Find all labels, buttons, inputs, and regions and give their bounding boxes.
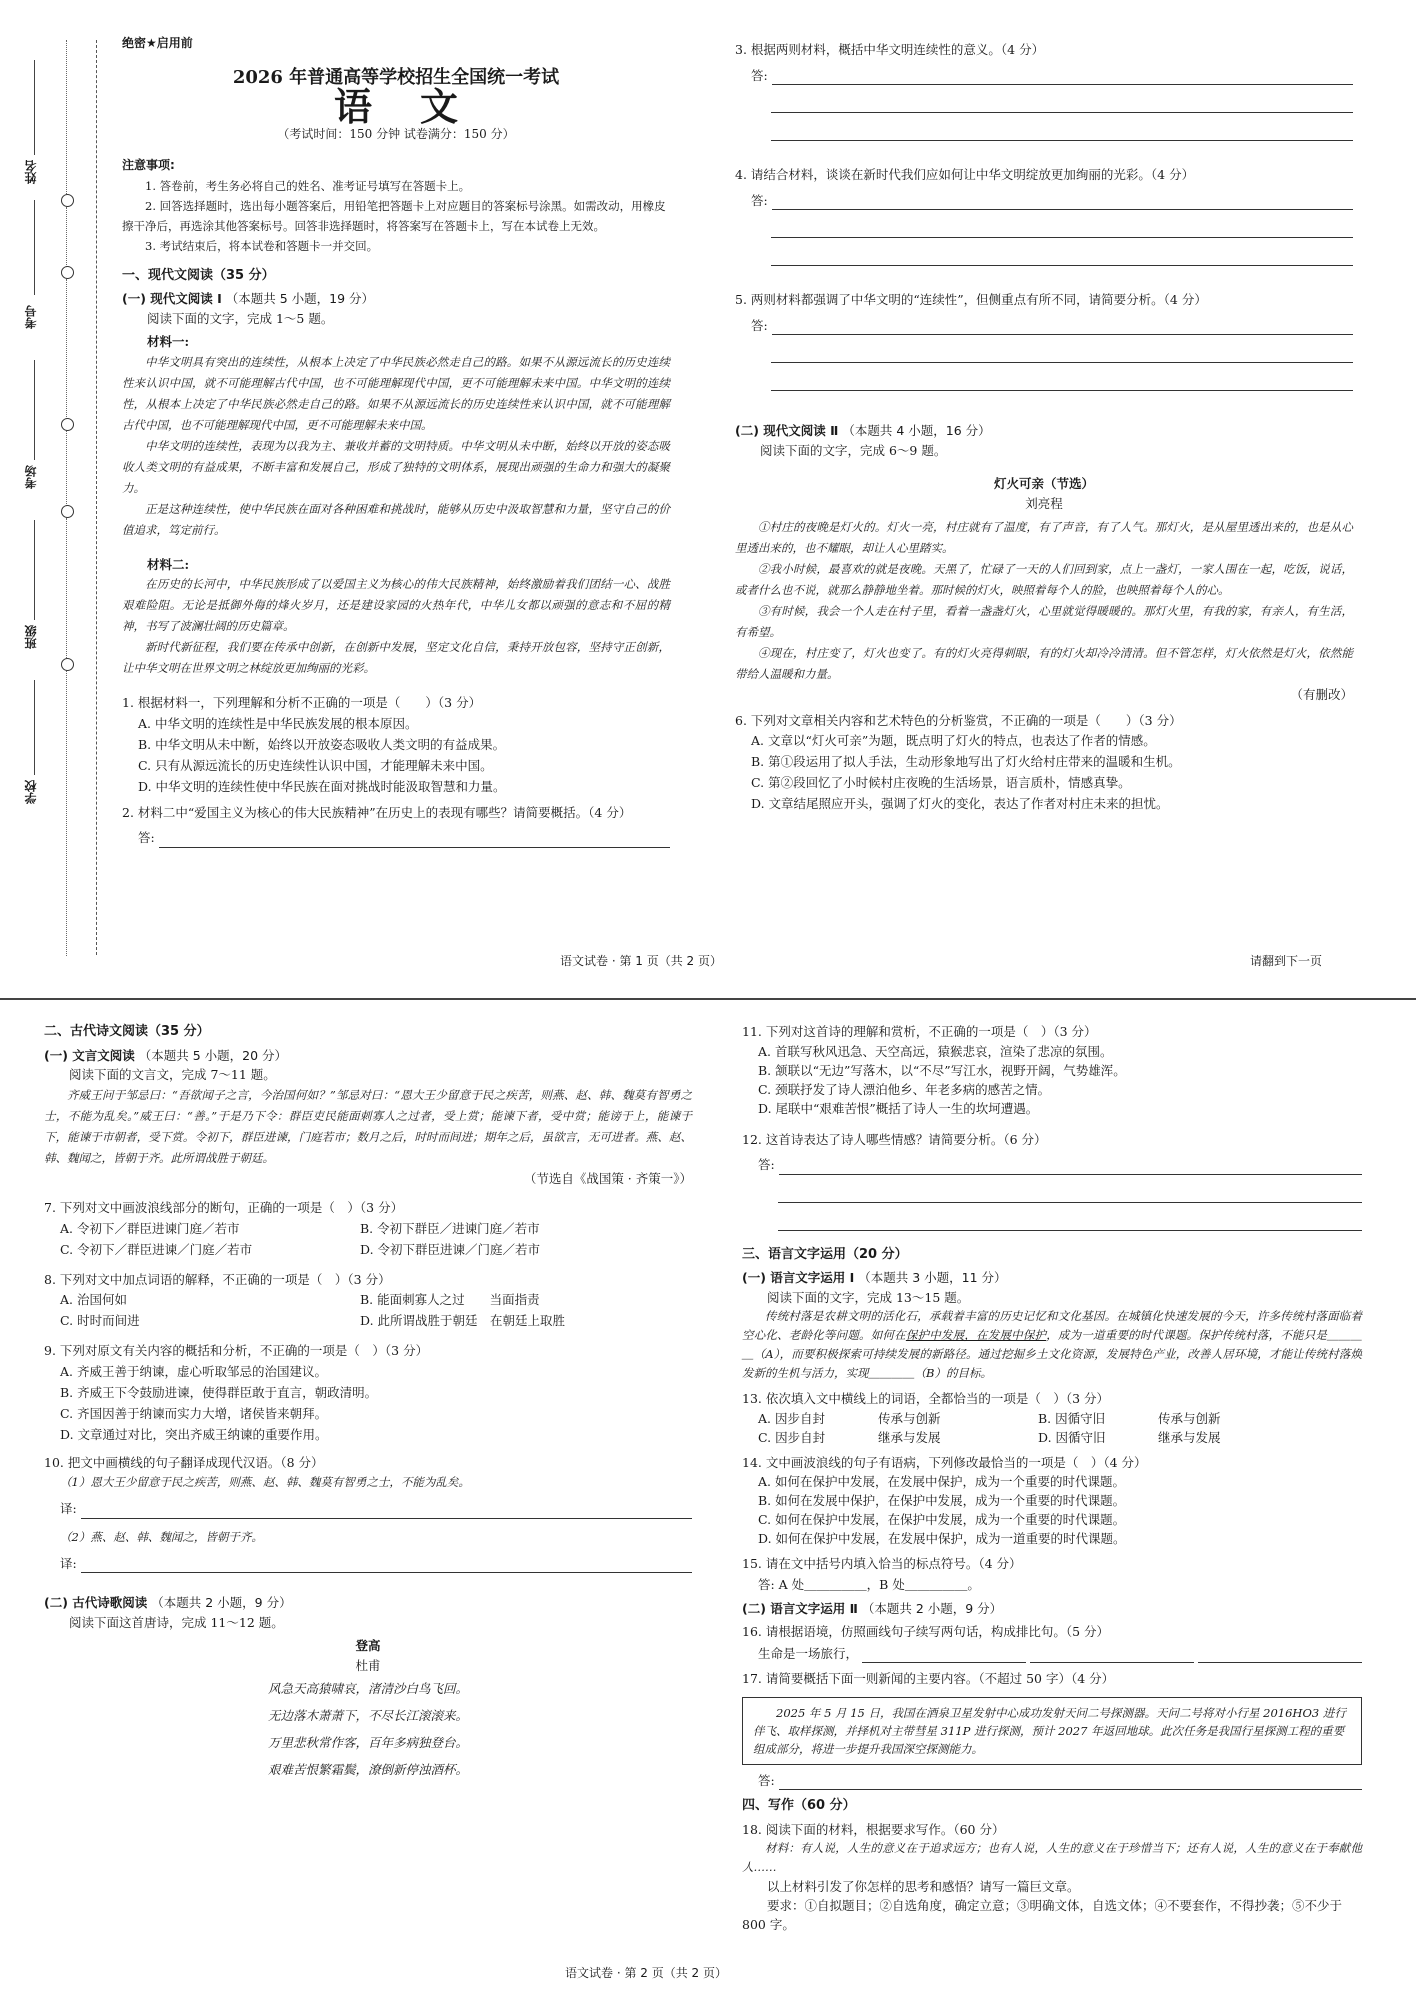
subsection-label: (一) 语言文字运用 Ⅰ [742, 1270, 855, 1285]
binding-label-name: 姓名 [24, 160, 38, 184]
writing-requirements: 要求：①自拟题目；②自选角度，确定立意；③明确文体，自选文体；④不要套作，不得抄袭；⑤不少于 800 字。 [742, 1898, 1343, 1932]
binding-label-class: 班级 [24, 625, 38, 649]
question-14: 14. 文中画波浪线的句子有语病，下列修改最恰当的一项是（ ）（4 分） [742, 1454, 1147, 1470]
exam-info: （考试时间：150 分钟 试卷满分：150 分） [277, 126, 515, 141]
option-b-word1[interactable]: B. 因循守旧 [1038, 1410, 1106, 1426]
notice-item: 1. 答卷前，考生务必将自己的姓名、准考证号填写在答题卡上。 [145, 178, 471, 193]
translate-sentence-2: （2）燕、赵、韩、魏闻之，皆朝于齐。 [60, 1529, 263, 1544]
classical-text: 齐威王问于邹忌曰：“吾欲闻子之言，今治国何如？”邹忌对曰：“恩大王少留意于民之疾苦，则燕、赵、韩、魏莫有智勇之士，不能为乱矣。”威王曰：“善。”于是乃下令：群臣吏民能面刺寡人之过者，受上赏；能谏下者，受中赏；能谤于上，能谏于下，能谏于市朝者，受下赏。令初下，群臣进谏，门庭若市；数月之后，时时而间进；期年之后，虽欲言，无可进者。燕、赵、韩、魏闻之，皆朝于齐。此所谓战胜于朝廷。 [44, 1087, 692, 1165]
story-title: 灯火可亲（节选） [993, 476, 1094, 491]
question-13: 13. 依次填入文中横线上的词语，全都恰当的一项是（ ）（3 分） [742, 1391, 1110, 1406]
news-box: 2025 年 5 月 15 日，我国在酒泉卫星发射中心成功发射天问二号探测器。天问二号将对小行星 2016HO3 进行伴飞、取样探测，并择机对主带彗星 311P 进行探测，预计 2027 年返回地球。此次任务是我国行星探测工程的重要组成部分，将进一步提升我国深空探测能力。 [742, 1697, 1362, 1765]
story-note: （有删改） [1290, 687, 1353, 702]
binding-dotted-line [66, 279, 67, 419]
material-1-para: 正是这种连续性，使中华民族在面对各种困难和挑战时，能够从历史中汲取智慧和力量，坚守自己的价值追求，笃定前行。 [122, 501, 670, 537]
question-6: 6. 下列对文章相关内容和艺术特色的分析鉴赏，不正确的一项是（ ）（3 分） [735, 712, 1182, 728]
binding-dotted-line [66, 671, 67, 956]
story-para: ①村庄的夜晚是灯火的。灯火一亮，村庄就有了温度，有了声音，有了人气。那灯火，是从屋里透出来的，也是从心里透出来的，也不耀眼，却让人心里踏实。 [735, 520, 1353, 555]
turn-page-note: 请翻到下一页 [1250, 954, 1323, 968]
answer-line[interactable] [862, 1649, 1026, 1663]
option-a[interactable]: A. 文章以“灯火可亲”为题，既点明了灯火的特点，也表达了作者的情感。 [751, 733, 1156, 748]
section-2-title: 二、古代诗文阅读（35 分） [44, 1024, 210, 1039]
answer-line[interactable] [779, 1161, 1362, 1175]
answer-row[interactable] [735, 191, 1353, 211]
answer-line[interactable] [81, 1559, 692, 1573]
subsection-note: （本题共 5 小题，19 分） [225, 291, 375, 306]
material-1-para: 中华文明的连续性，表现为以我为主、兼收并蓄的文明特质。中华文明从未中断，始终以开放的姿态吸收人类文明的有益成果，不断丰富和发展自己，形成了独特的文明体系，展现出顽强的生命力和强大的凝聚力。 [122, 438, 670, 495]
question-5: 5. 两则材料都强调了中华文明的“连续性”，但侧重点有所不同，请简要分析。（4 分） [735, 292, 1207, 307]
page-footer: 语文试卷 · 第 1 页（共 2 页） [560, 954, 722, 968]
option-d[interactable]: D. 令初下群臣进谏／门庭／若市 [360, 1241, 541, 1257]
question-7: 7. 下列对文中画波浪线部分的断句，正确的一项是（ ）（3 分） [44, 1200, 404, 1215]
subject-title: 语文 [333, 84, 506, 129]
exam-page-2 [0, 1002, 1416, 2000]
option-b[interactable]: B. 令初下群臣／进谏门庭／若市 [360, 1220, 540, 1236]
option-b[interactable]: B. 中华文明从未中断，始终以开放姿态吸收人类文明的有益成果。 [138, 736, 506, 752]
instruction: 阅读下面的文字，完成 13～15 题。 [767, 1289, 970, 1305]
option-b[interactable]: B. 能面刺寡人之过 当面指责 [360, 1292, 540, 1307]
poem-line: 无边落木萧萧下，不尽长江滚滚来。 [267, 1708, 468, 1723]
answer-line[interactable] [1030, 1649, 1194, 1663]
question-3: 3. 根据两则材料，概括中华文明连续性的意义。（4 分） [735, 42, 1045, 57]
option-c-word2: 继承与发展 [878, 1429, 941, 1445]
option-a[interactable]: A. 中华文明的连续性是中华民族发展的根本原因。 [138, 715, 418, 731]
notice-item: 3. 考试结束后，将本试卷和答题卡一并交回。 [145, 238, 379, 253]
answer-row[interactable] [742, 1771, 1362, 1791]
answer-line[interactable] [771, 238, 1353, 266]
notice-item: 2. 回答选择题时，选出每小题答案后，用铅笔把答题卡上对应题目的答案标号涂黑。如需改动，用橡皮擦干净后，再选涂其他答案标号。回答非选择题时，将答案写在答题卡上，写在本试卷上无效。 [122, 198, 666, 233]
subsection-note: （本题共 4 小题，16 分） [842, 423, 991, 438]
option-b[interactable]: B. 如何在发展中保护，在保护中发展，成为一个重要的时代课题。 [758, 1493, 1126, 1508]
subsection-note: （本题共 3 小题，11 分） [858, 1270, 1007, 1285]
binding-hole [61, 505, 74, 518]
writing-material: 材料：有人说，人生的意义在于追求远方；也有人说，人生的意义在于珍惜当下；还有人说，人生的意义在于奉献他人…… [742, 1841, 1362, 1874]
answer-line[interactable] [771, 85, 1353, 113]
answer-line[interactable] [772, 71, 1353, 85]
answer-line[interactable] [1198, 1649, 1362, 1663]
instruction: 阅读下面这首唐诗，完成 11～12 题。 [69, 1614, 284, 1630]
binding-hole [61, 658, 74, 671]
question-11: 11. 下列对这首诗的理解和赏析，不正确的一项是（ ）（3 分） [742, 1024, 1097, 1039]
story-author: 刘亮程 [1025, 495, 1063, 511]
option-c[interactable]: C. 只有从源远流长的历史连续性认识中国，才能理解未来中国。 [138, 757, 493, 773]
binding-label-exam-room: 考场 [24, 465, 38, 489]
passage-part: 传统村落是农耕文明的活化石，承载着丰富的历史记忆和文化基因。在城镇化快速发展的今天，许多传统村落面临着空心化、老龄化等问题。如何在 [742, 1309, 1362, 1342]
class-field-line[interactable] [34, 520, 35, 620]
option-a[interactable]: A. 齐威王善于纳谏，虚心听取邹忌的治国建议。 [60, 1363, 327, 1379]
translation-label: 译: [60, 1555, 77, 1571]
subsection-title [44, 1046, 692, 1066]
answer-label: 答: [758, 1772, 775, 1788]
question-8: 8. 下列对文中加点词语的解释，不正确的一项是（ ）（3 分） [44, 1271, 391, 1287]
question-16: 16. 请根据语境，仿照画线句子续写两句话，构成排比句。（5 分） [742, 1624, 1110, 1639]
answer-line[interactable] [771, 210, 1353, 238]
question-12: 12. 这首诗表达了诗人哪些情感？请简要分析。（6 分） [742, 1131, 1047, 1147]
material-1-para: 中华文明具有突出的连续性，从根本上决定了中华民族必然走自己的路。如果不从源远流长的历史连续性来认识中国，就不可能理解古代中国，也不可能理解现代中国，更不可能理解未来中国。中华文明的连续性，从根本上决定了中华民族必然走自己的路。如果不从源远流长的历史连续性来认识中国，就不可能理解古代中国，也不可能理解现代中国，更不可能理解未来中国。 [122, 354, 670, 432]
answer-label: 答: [758, 1157, 775, 1172]
subsection-note: （本题共 2 小题，9 分） [861, 1600, 1003, 1616]
wavy-underlined-sentence: 保护中发展，在发展中保护 [905, 1328, 1047, 1342]
option-b[interactable]: B. 第①段运用了拟人手法，生动形象地写出了灯火给村庄带来的温暖和生机。 [751, 754, 1181, 769]
material-2-title: 材料二: [147, 556, 190, 572]
option-c-word1[interactable]: C. 因步自封 [758, 1429, 826, 1445]
story-para: ④现在，村庄变了，灯火也变了。有的灯火亮得刺眼，有的灯火却冷冷清清。但不管怎样，灯火依然是灯火，依然能带给人温暖和力量。 [735, 646, 1353, 681]
question-4: 4. 请结合材料，谈谈在新时代我们应如何让中华文明绽放更加绚丽的光彩。（4 分） [735, 167, 1195, 182]
answer-line[interactable] [81, 1505, 692, 1519]
sentence-start: 生命是一场旅行， [758, 1645, 859, 1661]
option-a-word1[interactable]: A. 因步自封 [758, 1410, 825, 1426]
options-row [44, 1218, 692, 1239]
section-3-title: 三、语言文字运用（20 分） [742, 1246, 908, 1262]
subsection-label: (二) 语言文字运用 Ⅱ [742, 1600, 858, 1616]
binding-dashed-line [96, 40, 97, 955]
question-17: 17. 请简要概括下面一则新闻的主要内容。（不超过 50 字）（4 分） [742, 1671, 1115, 1686]
question-10: 10. 把文中画横线的句子翻译成现代汉语。（8 分） [44, 1454, 324, 1470]
option-d-word2: 继承与发展 [1158, 1429, 1221, 1445]
options-row [44, 1310, 692, 1331]
question-1: 1. 根据材料一，下列理解和分析不正确的一项是（ ）（3 分） [122, 695, 482, 710]
question-18: 18. 阅读下面的材料，根据要求写作。（60 分） [742, 1821, 1005, 1837]
passage-text [742, 1307, 1362, 1383]
answer-line[interactable] [159, 834, 670, 848]
binding-dotted-line [66, 518, 67, 658]
subsection-1-title [122, 289, 670, 309]
exam-room-field-line[interactable] [34, 360, 35, 460]
binding-dotted-line [66, 431, 67, 506]
option-c[interactable]: C. 颈联抒发了诗人漂泊他乡、年老多病的感苦之情。 [758, 1081, 1051, 1097]
page1-right-column [735, 40, 1353, 814]
option-c[interactable]: C. 如何在保护中发展，在保护中发展，成为一个重要的时代课题。 [758, 1512, 1126, 1527]
material-1-title: 材料一: [147, 334, 190, 349]
option-c[interactable]: C. 第②段回忆了小时候村庄夜晚的生活场景，语言质朴，情感真挚。 [751, 775, 1131, 790]
options-row [742, 1428, 1362, 1447]
section-1-title: 一、现代文阅读（35 分） [122, 267, 275, 283]
story-para: ②我小时候，最喜欢的就是夜晚。天黑了，忙碌了一天的人们回到家，点上一盏灯，一家人围在一起，吃饭，说话，或者什么也不说，就那么静静地坐着。那时候的灯火，映照着每个人的脸，也映照着每个人的心。 [735, 562, 1353, 597]
option-b[interactable]: B. 齐威王下令鼓励进谏，使得群臣敢于直言，朝政清明。 [60, 1384, 378, 1400]
option-a[interactable]: A. 如何在保护中发展，在发展中保护，成为一个重要的时代课题。 [758, 1474, 1125, 1489]
secret-label: 绝密★启用前 [122, 36, 193, 50]
binding-hole [61, 194, 74, 207]
binding-dotted-line [66, 40, 67, 200]
material-2-para: 在历史的长河中，中华民族形成了以爱国主义为核心的伟大民族精神，始终激励着我们团结一心、战胜艰难险阻。无论是抵御外侮的烽火岁月，还是建设家园的火热年代，中华儿女都以顽强的意志和不屈的精神，书写了波澜壮阔的历史篇章。 [122, 577, 670, 633]
subsection-label: (一) 现代文阅读 Ⅰ [122, 291, 222, 306]
answer-label: 答: [138, 830, 155, 845]
question-9: 9. 下列对原文有关内容的概括和分析，不正确的一项是（ ）（3 分） [44, 1343, 429, 1358]
writing-prompt: 以上材料引发了你怎样的思考和感悟？请写一篇巨文章。 [767, 1879, 1080, 1894]
page2-left-column [44, 1022, 692, 1783]
q15-answer[interactable]: 答: A 处＿＿＿＿＿，B 处＿＿＿＿＿。 [758, 1576, 980, 1592]
material-2-para: 新时代新征程，我们要在传承中创新，在创新中发展，坚定文化自信，秉持开放包容，坚持守正创新，让中华文明在世界文明之林绽放更加绚丽的光彩。 [122, 640, 670, 675]
answer-label: 答: [751, 192, 768, 208]
poem-line: 风急天高猿啸哀，渚清沙白鸟飞回。 [267, 1681, 468, 1696]
binding-hole [61, 418, 74, 431]
option-b-word2: 传承与创新 [1158, 1410, 1221, 1426]
binding-hole [61, 266, 74, 279]
school-field-line[interactable] [34, 680, 35, 775]
option-c[interactable]: C. 齐国因善于纳谏而实力大增，诸侯皆来朝拜。 [60, 1405, 328, 1421]
binding-dotted-line [66, 207, 67, 267]
translation-row[interactable] [44, 1554, 692, 1574]
option-b[interactable]: B. 颔联以“无边”写落木，以“不尽”写江水，视野开阔，气势雄浑。 [758, 1062, 1126, 1078]
option-d[interactable]: D. 文章结尾照应开头，强调了灯火的变化，表达了作者对村庄未来的担忧。 [751, 796, 1169, 811]
binding-label-school: 学校 [24, 780, 38, 804]
answer-line[interactable] [772, 196, 1353, 210]
answer-line[interactable] [778, 1203, 1362, 1231]
page1-left-column [122, 34, 670, 848]
instruction: 阅读下面的文字，完成 1～5 题。 [147, 310, 334, 326]
exam-title: 2026 年普通高等学校招生全国统一考试 [232, 66, 560, 88]
poem-line: 艰难苦恨繁霜鬓，潦倒新停浊酒杯。 [267, 1762, 468, 1777]
question-15: 15. 请在文中括号内填入恰当的标点符号。（4 分） [742, 1556, 1022, 1571]
story-para: ③有时候，我会一个人走在村子里，看着一盏盏灯火，心里就觉得暖暖的。那灯火里，有我的家，有亲人，有生活，有希望。 [735, 604, 1353, 639]
subsection-title [742, 1268, 1362, 1288]
option-d[interactable]: D. 尾联中“艰难苦恨”概括了诗人一生的坎坷遭遇。 [758, 1100, 1039, 1116]
binding-strip [0, 0, 100, 960]
page2-right-column [742, 1022, 1362, 1934]
question-2: 2. 材料二中“爱国主义为核心的伟大民族精神”在历史上的表现有哪些？请简要概括。（4 分） [122, 804, 632, 820]
page-footer: 语文试卷 · 第 2 页（共 2 页） [565, 1966, 727, 1980]
instruction: 阅读下面的文字，完成 6～9 题。 [760, 442, 947, 458]
poem-title: 登高 [355, 1638, 381, 1653]
option-a[interactable]: A. 首联写秋风迅急、天空高远，猿猴悲哀，渲染了悲凉的氛围。 [758, 1043, 1113, 1059]
options-row [44, 1239, 692, 1260]
answer-row[interactable] [122, 828, 670, 848]
subsection-2-title [735, 421, 1353, 441]
subsection-note: （本题共 5 小题，20 分） [138, 1047, 288, 1063]
answer-line[interactable] [771, 363, 1353, 391]
subsection-label: (二) 现代文阅读 Ⅱ [735, 423, 839, 438]
option-c[interactable]: C. 时时而间进 [60, 1313, 140, 1328]
answer-line[interactable] [771, 113, 1353, 141]
options-row [742, 1409, 1362, 1428]
poem-line: 万里悲秋常作客，百年多病独登台。 [267, 1735, 468, 1750]
subsection-label: (一) 文言文阅读 [44, 1047, 135, 1063]
answer-row[interactable] [735, 316, 1353, 336]
notice-title: 注意事项: [122, 158, 175, 172]
answer-line[interactable] [772, 321, 1353, 335]
subsection-title [44, 1593, 692, 1613]
answer-line[interactable] [779, 1776, 1362, 1790]
name-field-line[interactable] [34, 60, 35, 155]
passage-part: ，成为一道重要的时代课题。保护传统村落，不能只是＿＿＿＿（A），而要积极探索可持续发展的新路径。通过挖掘乡土文化资源，发展特色产业，改善人居环境，才能让传统村落焕发新的生机与活力，实现＿＿＿＿（B）的目标。 [742, 1328, 1362, 1380]
option-c[interactable]: C. 令初下／群臣进谏／门庭／若市 [60, 1241, 253, 1257]
binding-label-exam-number: 考号 [24, 305, 38, 329]
exam-number-field-line[interactable] [34, 200, 35, 295]
option-d[interactable]: D. 中华文明的连续性使中华民族在面对挑战时能汲取智慧和力量。 [138, 778, 506, 794]
answer-line[interactable] [771, 335, 1353, 363]
option-d[interactable]: D. 文章通过对比，突出齐威王纳谏的重要作用。 [60, 1426, 328, 1442]
translation-row[interactable] [44, 1499, 692, 1519]
answer-row[interactable] [742, 1644, 1362, 1664]
subsection-title [742, 1599, 1362, 1619]
option-d[interactable]: D. 此所谓战胜于朝廷 在朝廷上取胜 [360, 1313, 566, 1328]
instruction: 阅读下面的文言文，完成 7～11 题。 [69, 1067, 276, 1082]
translate-sentence-1: （1）恩大王少留意于民之疾苦，则燕、赵、韩、魏莫有智勇之士，不能为乱矣。 [60, 1475, 470, 1489]
subsection-note: （本题共 2 小题，9 分） [151, 1595, 292, 1610]
option-d[interactable]: D. 如何在保护中发展，在发展中保护，成为一道重要的时代课题。 [758, 1531, 1126, 1546]
answer-row[interactable] [742, 1155, 1362, 1175]
text-source: （节选自《战国策 · 齐策一》） [523, 1170, 692, 1186]
option-a[interactable]: A. 治国何如 [60, 1292, 127, 1307]
answer-row[interactable] [735, 66, 1353, 86]
subsection-label: (二) 古代诗歌阅读 [44, 1595, 148, 1610]
poem-author: 杜甫 [355, 1657, 381, 1673]
answer-label: 答: [751, 317, 768, 333]
options-row [44, 1289, 692, 1310]
option-a[interactable]: A. 令初下／群臣进谏门庭／若市 [60, 1220, 240, 1236]
section-4-title: 四、写作（60 分） [742, 1798, 856, 1813]
option-d-word1[interactable]: D. 因循守旧 [1038, 1429, 1106, 1445]
option-a-word2: 传承与创新 [878, 1410, 941, 1426]
answer-line[interactable] [778, 1175, 1362, 1203]
answer-label: 答: [751, 67, 768, 83]
translation-label: 译: [60, 1501, 77, 1516]
